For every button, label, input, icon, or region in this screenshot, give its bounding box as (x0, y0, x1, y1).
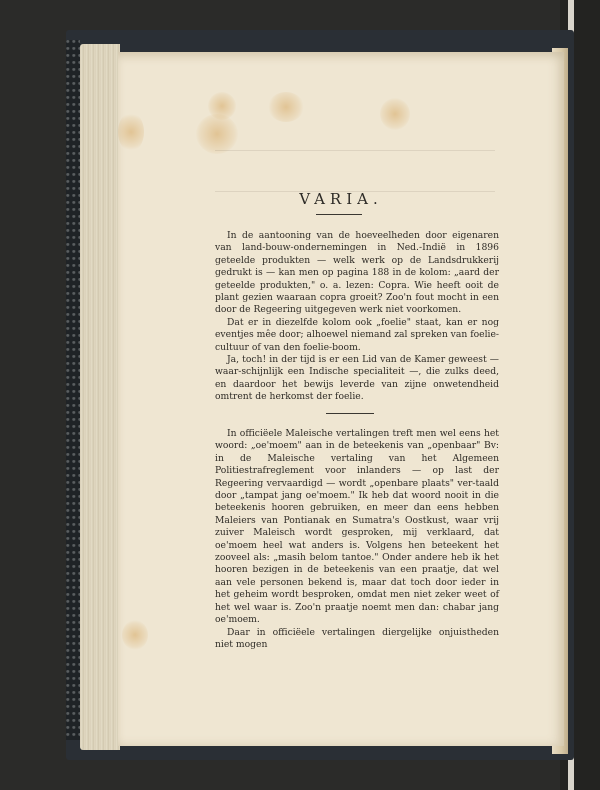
foxing-stain (122, 620, 148, 650)
foxing-stain (118, 112, 144, 152)
paragraph: Ja, toch! in der tijd is er een Lid van de Kamer geweest — waar-schijnlijk een Indische specialiteit —, die zulks deed, en daardoor het bewijs leverde van zijne onwetendheid omtrent de herkomst der foelie. (215, 354, 499, 403)
page-title: VARIA. (299, 190, 383, 208)
section-divider (326, 413, 374, 414)
paragraph: In officiëele Maleische vertalingen treft men wel eens het woord: „oe'moem" aan in de beteekenis van „openbaar" Bv: in de Maleische vertaling van het Algemeen Politiestrafreglement voor inlanders — op last der Regeering vervaardigd — wordt „openbare plaats" ver-taald door „tampat jang oe'moem." Ik heb dat woord nooit in die beteekenis hooren gebruiken, en meer dan eens hebben Maleiers van Pontianak en Sumatra's Oostkust, waar vrij zuiver Maleisch wordt gesproken, mij verklaard, dat oe'moem heel wat anders is. Volgens hen beteekent het zooveel als: „masih belom tantoe." Onder andere heb ik het hooren bezigen in de beteekenis van een praatje, dat wel aan vele personen bekend is, maar dat toch door ieder in het geheim wordt besproken, omdat men niet zeker weet of het wel waar is. Zoo'n praatje noemt men dan: chabar jang oe'moem. (215, 428, 499, 626)
foxing-stain (196, 114, 238, 154)
marbled-cover-edge (66, 40, 80, 740)
foxing-stain (380, 98, 410, 130)
paragraph: Dat er in diezelfde kolom ook „foelie" staat, kan er nog eventjes mêe door; alhoewel niemand zal spreken van foelie-cultuur of van den foelie-boom. (215, 316, 499, 353)
paragraph: In de aantooning van de hoeveelheden door eigenaren van land-bouw-ondernemingen in Ned.-Indië in 1896 geteelde produkten — welk werk op de Landsdrukkerij gedrukt is — kan men op pagina 188 in de kolom: „aard der geteelde produkten," o. a. lezen: Copra. Wie heeft ooit de plant gezien waaraan copra groeit? Zoo'n fout mocht in een door de Regeering uitgegeven werk niet voorkomen. (215, 230, 499, 316)
section-1 (215, 230, 499, 404)
section-2 (215, 428, 499, 651)
paragraph: Daar in officiëele vertalingen diergelijke onjuistheden niet mogen (215, 626, 499, 650)
title-rule (316, 214, 362, 215)
foxing-stain (268, 92, 304, 122)
page-edges (80, 44, 120, 750)
bleed-through (215, 150, 495, 192)
foxing-stain (208, 92, 236, 120)
